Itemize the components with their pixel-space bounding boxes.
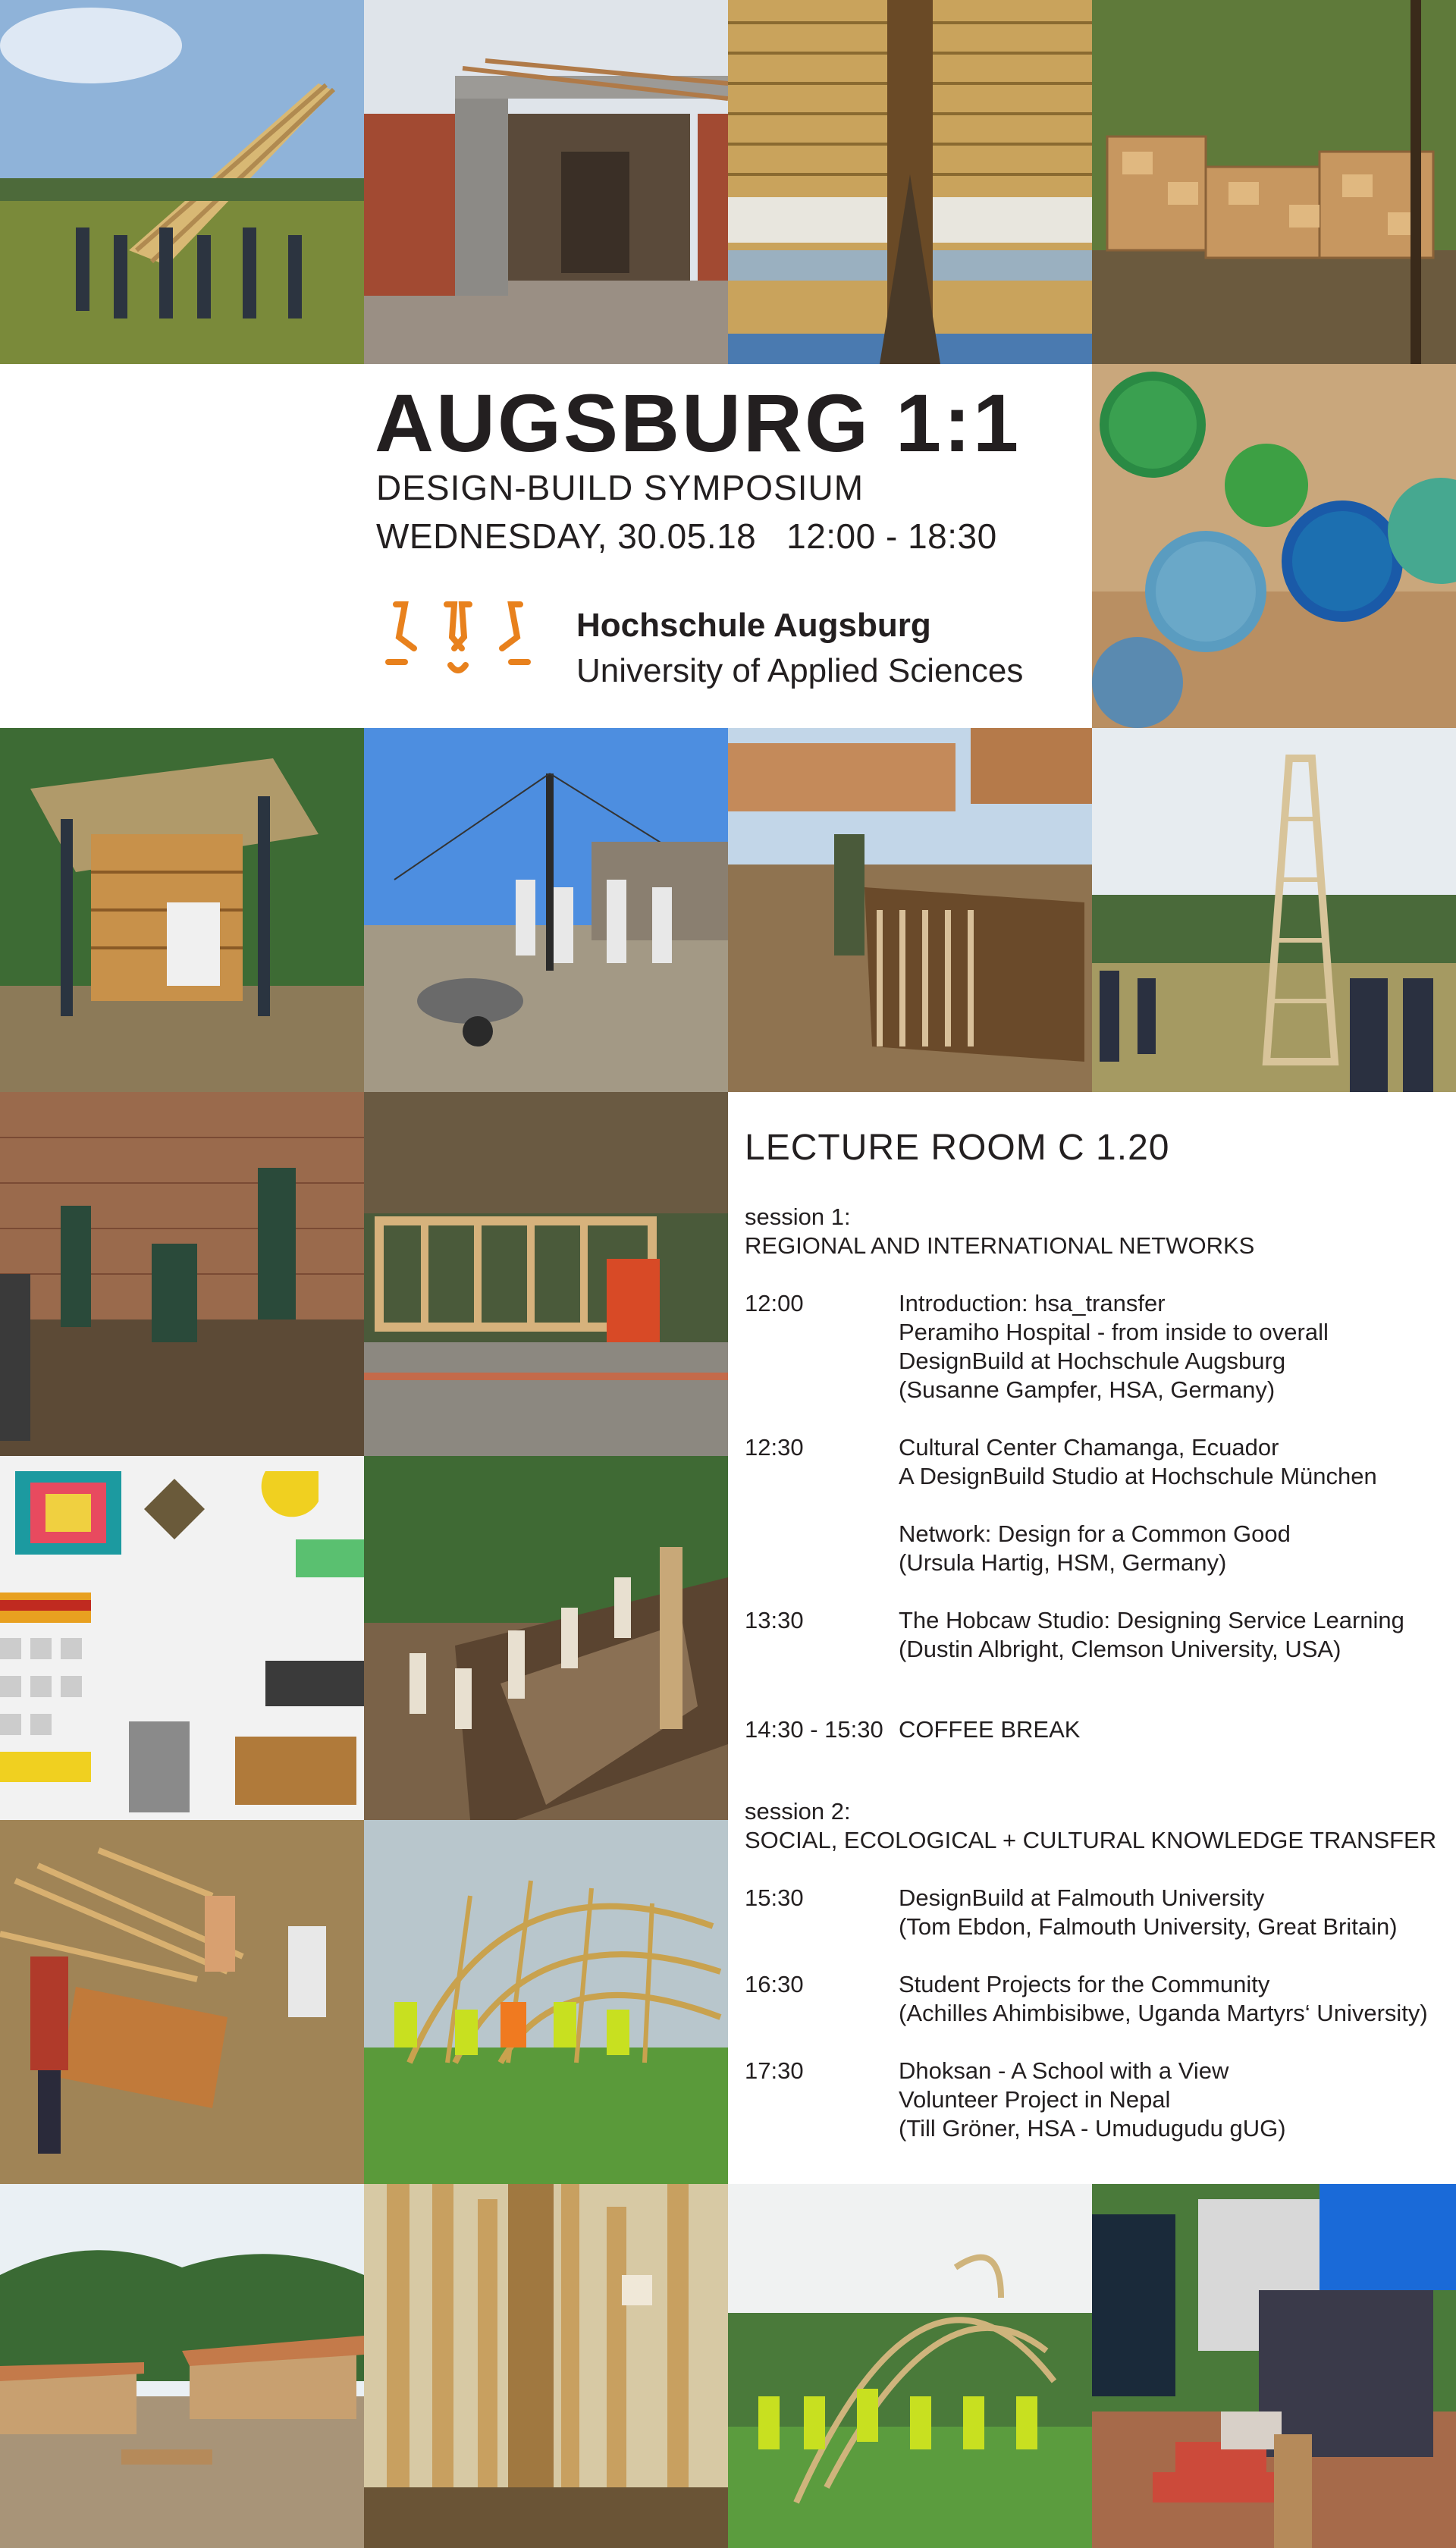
photo-brick-wall-workers — [0, 1092, 364, 1456]
lecture-room: LECTURE ROOM C 1.20 — [745, 1128, 1170, 1168]
photo-timber-frame-forest — [364, 1092, 728, 1456]
talk-line: (Tom Ebdon, Falmouth University, Great Britain) — [899, 1913, 1398, 1940]
session2-label: session 2: — [745, 1798, 851, 1825]
photo-timber-ceiling-detail — [728, 0, 1092, 364]
talk-line: DesignBuild at Hochschule Augsburg — [899, 1348, 1286, 1374]
talk-time: 12:00 — [745, 1290, 804, 1316]
talk-line: (Achilles Ahimbisibwe, Uganda Martyrs‘ University) — [899, 2000, 1428, 2026]
hochschule-logo-icon — [382, 595, 534, 694]
talk-details — [899, 1970, 1428, 2028]
break-time: 14:30 - 15:30 — [745, 1716, 883, 1743]
session1-title: REGIONAL AND INTERNATIONAL NETWORKS — [745, 1232, 1255, 1259]
talk-details — [899, 1606, 1404, 1664]
talk-line: Cultural Center Chamanga, Ecuador — [899, 1434, 1279, 1461]
photo-site-team-blue-sky — [364, 728, 728, 1092]
title-block — [364, 364, 1092, 728]
photo-woven-wall-workshop — [728, 728, 1092, 1092]
photo-paint-cans — [1092, 364, 1456, 728]
photo-bamboo-frame-lifting — [364, 1820, 728, 2184]
photo-bamboo-tower-climb — [364, 2184, 728, 2548]
talk-details — [899, 1884, 1398, 1941]
talk-time: 15:30 — [745, 1884, 804, 1911]
talk-line: Peramiho Hospital - from inside to overall — [899, 1319, 1329, 1345]
talk-line: (Susanne Gampfer, HSA, Germany) — [899, 1376, 1276, 1403]
event-subtitle: DESIGN-BUILD SYMPOSIUM — [376, 468, 864, 507]
photo-tower-field-students — [1092, 728, 1456, 1092]
session2-title: SOCIAL, ECOLOGICAL + CULTURAL KNOWLEDGE TRANSFER — [745, 1827, 1437, 1853]
photo-bamboo-table-work — [0, 1820, 364, 2184]
talk-line: Introduction: hsa_transfer — [899, 1290, 1166, 1316]
talk-line: A DesignBuild Studio at Hochschule München — [899, 1463, 1377, 1489]
photo-school-buildings-hills — [0, 2184, 364, 2548]
talk-line: Volunteer Project in Nepal — [899, 2086, 1171, 2113]
photo-wood-pavilion-garden — [0, 728, 364, 1092]
event-date-time — [376, 516, 997, 557]
photo-wooden-block-walls — [1092, 0, 1456, 364]
talk-line: The Hobcaw Studio: Designing Service Learning — [899, 1607, 1404, 1633]
session1-label: session 1: — [745, 1203, 851, 1230]
talk-details — [899, 1520, 1291, 1577]
institution-name: Hochschule Augsburg — [576, 607, 931, 644]
event-title: AUGSBURG 1:1 — [375, 377, 1021, 469]
talk-line: Network: Design for a Common Good — [899, 1520, 1291, 1547]
talk-details — [899, 1433, 1377, 1491]
photo-bamboo-arch-team — [728, 2184, 1092, 2548]
photo-wooden-tower-raising — [0, 0, 364, 364]
talk-time: 13:30 — [745, 1607, 804, 1633]
talk-time: 12:30 — [745, 1434, 804, 1461]
break-label: COFFEE BREAK — [899, 1716, 1081, 1743]
talk-line: Student Projects for the Community — [899, 1971, 1270, 1997]
program-panel — [728, 1092, 1456, 2184]
talk-line: Dhoksan - A School with a View — [899, 2057, 1229, 2084]
talk-details — [899, 2057, 1286, 2143]
photo-brick-house-construction — [364, 0, 728, 364]
talk-line: DesignBuild at Falmouth University — [899, 1884, 1265, 1911]
institution-subtitle: University of Applied Sciences — [576, 652, 1024, 689]
photo-moodboard-wall — [0, 1456, 364, 1820]
event-time: 12:00 - 18:30 — [786, 516, 997, 556]
photo-trench-digging — [364, 1456, 728, 1820]
talk-line: (Dustin Albright, Clemson University, USA) — [899, 1636, 1341, 1662]
talk-line: (Till Gröner, HSA - Umudugudu gUG) — [899, 2115, 1286, 2142]
photo-brick-laying-team — [1092, 2184, 1456, 2548]
talk-time: 16:30 — [745, 1971, 804, 1997]
talk-line: (Ursula Hartig, HSM, Germany) — [899, 1549, 1227, 1576]
talk-details — [899, 1289, 1329, 1404]
event-date: WEDNESDAY, 30.05.18 — [376, 516, 757, 556]
talk-time: 17:30 — [745, 2057, 804, 2084]
